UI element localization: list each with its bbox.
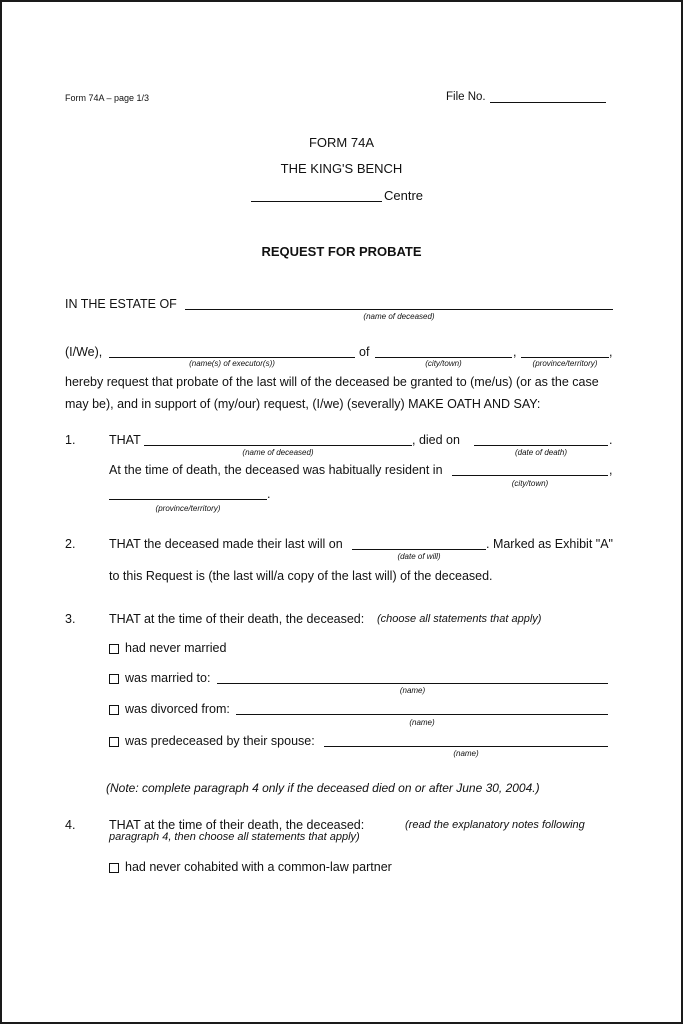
divorced-from-name-field[interactable] bbox=[236, 714, 608, 715]
resident-city-field[interactable] bbox=[452, 475, 608, 476]
executor-province-field[interactable] bbox=[521, 357, 609, 358]
of-label: of bbox=[359, 345, 370, 359]
never-cohabited-label: had never cohabited with a common-law partner bbox=[125, 860, 392, 874]
executor-names-field[interactable] bbox=[109, 357, 355, 358]
married-to-checkbox[interactable] bbox=[109, 674, 119, 684]
para-2-number: 2. bbox=[65, 537, 76, 551]
deceased-name-caption: (name of deceased) bbox=[363, 312, 435, 321]
never-cohabited-checkbox[interactable] bbox=[109, 863, 119, 873]
para-2-text-line-2: to this Request is (the last will/a copy of the last will) of the deceased. bbox=[109, 569, 493, 583]
comma-1: , bbox=[513, 345, 517, 359]
para-1-period-2: . bbox=[267, 487, 271, 501]
form-page-number: Form 74A – page 1/3 bbox=[65, 93, 150, 103]
resident-city-caption: (city/town) bbox=[511, 479, 549, 488]
para-2-text-b: . Marked as Exhibit "A" bbox=[486, 537, 613, 551]
para-4-number: 4. bbox=[65, 818, 76, 832]
resident-province-field[interactable] bbox=[109, 499, 267, 500]
divorced-from-caption: (name) bbox=[409, 718, 435, 727]
para-2-text-a: THAT the deceased made their last will on bbox=[109, 537, 343, 551]
executor-names-caption: (name(s) of executor(s)) bbox=[189, 359, 275, 368]
divorced-from-checkbox[interactable] bbox=[109, 705, 119, 715]
file-no-label: File No. bbox=[446, 91, 486, 103]
request-text-line-1: hereby request that probate of the last will of the deceased be granted to (me/us) (or as the case bbox=[65, 375, 599, 389]
resident-province-caption: (province/territory) bbox=[155, 504, 221, 513]
predeceased-spouse-name-field[interactable] bbox=[324, 746, 608, 747]
predeceased-spouse-checkbox[interactable] bbox=[109, 737, 119, 747]
executor-province-caption: (province/territory) bbox=[532, 359, 598, 368]
para-1-that: THAT bbox=[109, 433, 141, 447]
para-4-instruction-b: paragraph 4, then choose all statements that apply) bbox=[109, 831, 360, 843]
para-1-period: . bbox=[609, 433, 613, 447]
para-1-died-on: , died on bbox=[412, 433, 460, 447]
file-no-field[interactable] bbox=[490, 102, 606, 103]
date-of-death-field[interactable] bbox=[474, 445, 608, 446]
paragraph-4-note: (Note: complete paragraph 4 only if the deceased died on or after June 30, 2004.) bbox=[106, 781, 540, 795]
never-married-label: had never married bbox=[125, 641, 227, 655]
para-1-name-field[interactable] bbox=[144, 445, 412, 446]
para-3-number: 3. bbox=[65, 612, 76, 626]
married-to-caption: (name) bbox=[399, 686, 426, 695]
never-married-checkbox[interactable] bbox=[109, 644, 119, 654]
request-text-line-2: may be), and in support of (my/our) request, (I/we) (severally) MAKE OATH AND SAY: bbox=[65, 397, 541, 411]
predeceased-spouse-label: was predeceased by their spouse: bbox=[125, 734, 315, 748]
married-to-name-field[interactable] bbox=[217, 683, 608, 684]
date-of-death-caption: (date of death) bbox=[514, 448, 568, 457]
para-3-text: THAT at the time of their death, the deceased: bbox=[109, 612, 365, 626]
para-1-comma: , bbox=[609, 463, 613, 477]
centre-field[interactable] bbox=[251, 201, 382, 202]
para-1-resident-text: At the time of death, the deceased was habitually resident in bbox=[109, 463, 443, 477]
comma-2: , bbox=[609, 345, 613, 359]
predeceased-spouse-caption: (name) bbox=[453, 749, 479, 758]
para-4-instruction-a: (read the explanatory notes following bbox=[405, 819, 585, 831]
executor-city-field[interactable] bbox=[375, 357, 512, 358]
para-1-name-caption: (name of deceased) bbox=[242, 448, 314, 457]
executor-prefix: (I/We), bbox=[65, 345, 103, 359]
deceased-name-field[interactable] bbox=[185, 309, 613, 310]
executor-city-caption: (city/town) bbox=[425, 359, 462, 368]
request-title: REQUEST FOR PROBATE bbox=[261, 244, 422, 259]
estate-label: IN THE ESTATE OF bbox=[65, 297, 177, 311]
married-to-label: was married to: bbox=[125, 671, 211, 685]
centre-label: Centre bbox=[384, 188, 424, 203]
date-of-will-field[interactable] bbox=[352, 549, 486, 550]
para-3-instruction: (choose all statements that apply) bbox=[377, 613, 542, 625]
para-4-text: THAT at the time of their death, the deceased: bbox=[109, 818, 365, 832]
para-1-number: 1. bbox=[65, 433, 76, 447]
date-of-will-caption: (date of will) bbox=[397, 552, 441, 561]
court-title: THE KING'S BENCH bbox=[280, 161, 403, 176]
form-title: FORM 74A bbox=[308, 135, 374, 150]
divorced-from-label: was divorced from: bbox=[125, 702, 230, 716]
